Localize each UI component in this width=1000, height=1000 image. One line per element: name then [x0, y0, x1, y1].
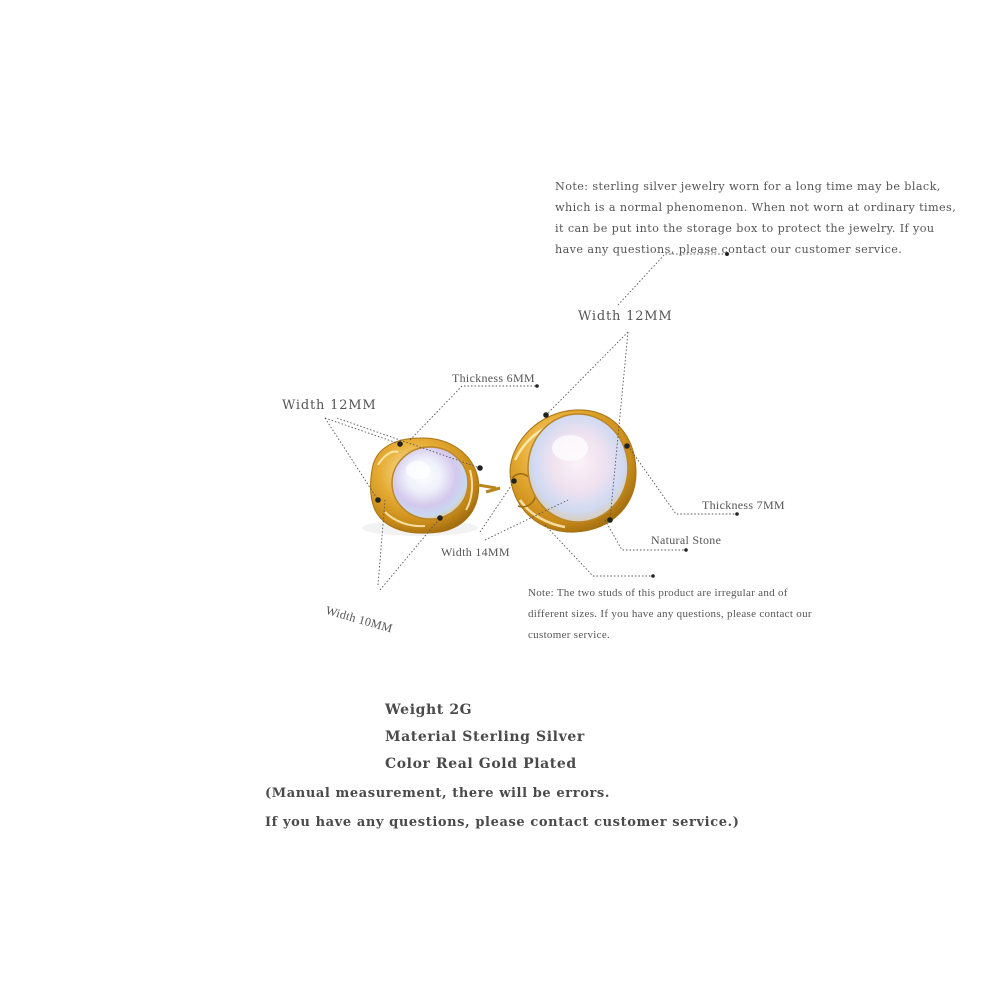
- label-thickness-6mm: Thickness 6MM: [452, 371, 535, 385]
- label-width-10mm: Width 10MM: [324, 603, 395, 636]
- spec-material: Material Sterling Silver: [385, 729, 585, 745]
- measurement-disclaimer: [265, 779, 739, 837]
- large-earring: [486, 410, 636, 532]
- spec-color: Color Real Gold Plated: [385, 756, 577, 772]
- note-storage: Note: sterling silver jewelry worn for a long time may be black, which is a normal phenomenon. When not worn at ordinary times, it can be put into the storage box to protect the jewelry. If you have any questions, please contact our customer service.: [555, 180, 957, 256]
- label-natural-stone: Natural Stone: [651, 533, 722, 547]
- label-width-14mm: Width 14MM: [441, 545, 510, 559]
- spec-weight: Weight 2G: [385, 702, 473, 718]
- small-earring: [362, 438, 496, 536]
- spec-list: [385, 697, 585, 778]
- disclaimer-line-1: (Manual measurement, there will be errors.: [265, 786, 610, 801]
- label-thickness-7mm: Thickness 7MM: [702, 498, 785, 512]
- note-irregular-sizes: Note: The two studs of this product are irregular and of different sizes. If you have any questions, please contact our customer service.: [528, 587, 812, 641]
- disclaimer-line-2: If you have any questions, please contact customer service.): [265, 815, 740, 830]
- label-width-12mm-large: Width 12MM: [578, 309, 673, 324]
- label-width-12mm-small: Width 12MM: [282, 398, 377, 413]
